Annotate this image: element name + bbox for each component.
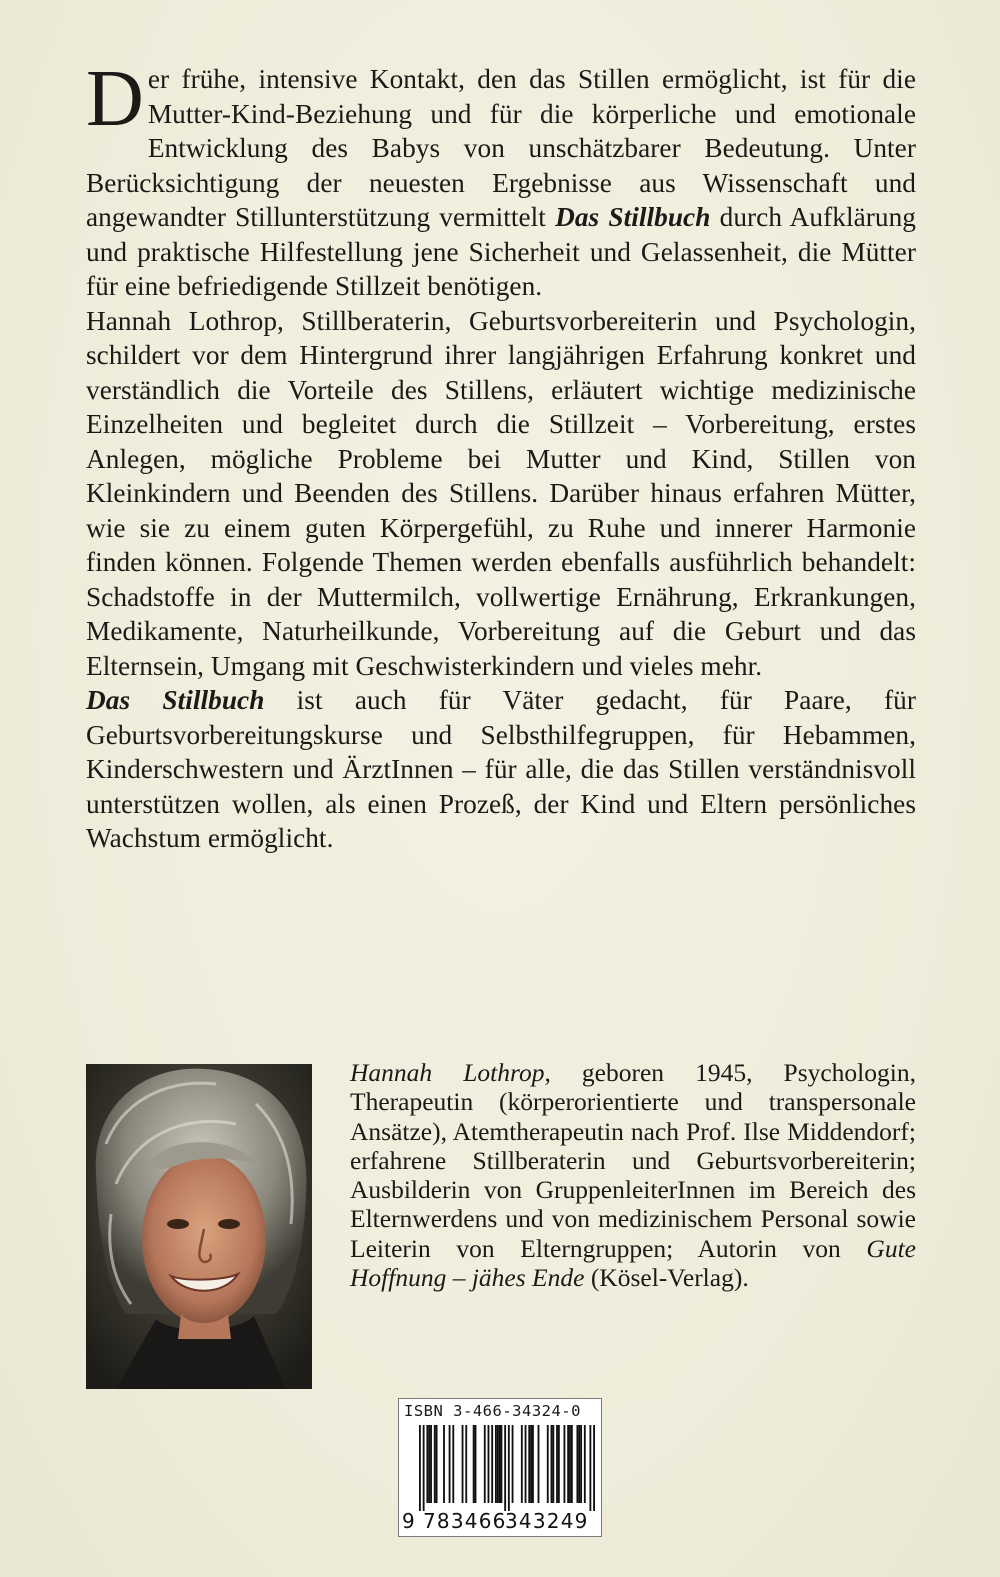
isbn-barcode-label (398, 1398, 602, 1537)
barcode-bar (512, 1425, 514, 1503)
author-portrait-image (86, 1064, 312, 1389)
barcode-bar (475, 1425, 477, 1503)
drop-cap: D (86, 55, 144, 143)
barcode-bar (488, 1425, 490, 1503)
barcode-bar (528, 1425, 530, 1503)
blurb-paragraph-1-text-a: er frühe, intensive Kontakt, den das Stillen ermöglicht, ist für die Mutter-Kind-Beziehung und für die körperliche und emotionale Entwicklung des Babys von unschätzbarer Bedeutung. Unter Berücksichtigung der neuesten Ergebnisse aus Wissenschaft und angewandter Stillunterstützung vermittelt (86, 64, 916, 232)
barcode-bar (484, 1425, 486, 1503)
barcode-bar (497, 1425, 499, 1503)
barcode-bar (530, 1425, 532, 1503)
barcode-bar (495, 1425, 497, 1503)
barcode-bar (532, 1425, 534, 1503)
barcode-bar (449, 1425, 451, 1503)
barcode-bar (593, 1425, 595, 1511)
blurb-paragraph-1 (86, 55, 916, 304)
barcode-bar (452, 1425, 454, 1503)
barcode-bar (538, 1425, 540, 1503)
barcode-digit-first: 9 (402, 1509, 415, 1533)
other-book-title: Gute Hoffnung – jähes Ende (350, 1233, 916, 1293)
author-photo (86, 1064, 312, 1389)
barcode-bar (556, 1425, 558, 1503)
barcode-bar (491, 1425, 493, 1503)
barcode-bar (419, 1425, 421, 1511)
barcode-bar (576, 1425, 578, 1503)
book-title-mention: Das Stillbuch (555, 202, 711, 232)
barcode-bar (580, 1425, 582, 1503)
author-bio-paragraph (350, 1058, 916, 1292)
barcode-bar (567, 1425, 569, 1503)
barcode-bar (552, 1425, 554, 1503)
book-title-mention: Das Stillbuch (86, 685, 265, 715)
barcode-bar (501, 1425, 503, 1503)
barcode-bar (571, 1425, 573, 1503)
barcode-digits-right: 343249 (505, 1509, 589, 1533)
blurb-text (86, 55, 916, 856)
barcode-bar (423, 1425, 425, 1511)
barcode-bar (578, 1425, 580, 1503)
isbn-number: ISBN 3-466-34324-0 (404, 1402, 581, 1420)
barcode-bar (436, 1425, 438, 1503)
barcode-bar (521, 1425, 523, 1503)
barcode-bar (504, 1425, 506, 1511)
barcode-bar (584, 1425, 586, 1503)
blurb-paragraph-1-text-b: durch Aufklärung und praktische Hilfestellung jene Sicherheit und Gelassenheit, die Mütter für eine befriedigende Stillzeit benötigen. (86, 202, 916, 301)
barcode-bar (430, 1425, 432, 1503)
author-name: Hannah Lothrop (350, 1058, 545, 1087)
blurb-paragraph-3-text: ist auch für Väter gedacht, für Paare, für Geburtsvorbereitungskurse und Selbsthilfegruppen, für Hebammen, Kinderschwestern und ÄrztInnen – für alle, die das Stillen verständnisvoll unterstützen wollen, als einen Prozeß, der Kind und Eltern persönliches Wachstum ermöglicht. (86, 685, 916, 853)
barcode-bar (434, 1425, 436, 1503)
barcode-digits-left: 783466 (423, 1509, 507, 1533)
blurb-paragraph-2: Hannah Lothrop, Stillberaterin, Geburtsvorbereiterin und Psychologin, schildert vor dem Hintergrund ihrer langjährigen Erfahrung konkret und verständlich die Vorteile des Stillens, erläutert wichtige medizinische Einzelheiten und begleitet durch die Stillzeit – Vorbereitung, erstes Anlegen, mögliche Probleme bei Mutter und Kind, Stillen von Kleinkindern und Beenden des Stillens. Darüber hinaus erfahren Mütter, wie sie zu einem guten Körpergefühl, zu Ruhe und innerer Harmonie finden können. Folgende Themen werden ebenfalls ausführlich behandelt: Schadstoffe in der Muttermilch, vollwertige Ernährung, Erkrankungen, Medikamente, Naturheilkunde, Vorbereitung auf die Geburt und das Elternsein, Umgang mit Geschwisterkindern und vieles mehr. (86, 305, 916, 681)
barcode-bar (426, 1425, 428, 1503)
barcode-bar (462, 1425, 464, 1503)
barcode-bar (569, 1425, 571, 1503)
author-bio-text-b: (Kösel-Verlag). (584, 1263, 749, 1293)
barcode-bar (589, 1425, 591, 1511)
barcode-bar (525, 1425, 527, 1503)
barcode-bar (443, 1425, 445, 1503)
author-bio (350, 1058, 916, 1292)
barcode-bar (564, 1425, 566, 1503)
barcode-bar (551, 1425, 553, 1503)
barcode-bar (547, 1425, 549, 1503)
barcode-bar (465, 1425, 467, 1503)
barcode-bar (508, 1425, 510, 1511)
blurb-paragraph-3 (86, 683, 916, 856)
ean-barcode (419, 1425, 595, 1511)
author-bio-text-a: , geboren 1945, Psychologin, Therapeutin (körperorientierte und transpersonale Ansätze), Atemtherapeutin nach Prof. Ilse Middendorf; erfahrene Stillberaterin und Geburtsvorbereiterin; Ausbilderin von GruppenleiterInnen im Bereich des Elternwerdens und von medizinischem Personal sowie Leiterin von Elterngruppen; Autorin von (350, 1058, 916, 1263)
barcode-bar (499, 1425, 501, 1503)
barcode-bar (473, 1425, 475, 1503)
barcode-bar (428, 1425, 430, 1503)
barcode-bar (558, 1425, 560, 1503)
